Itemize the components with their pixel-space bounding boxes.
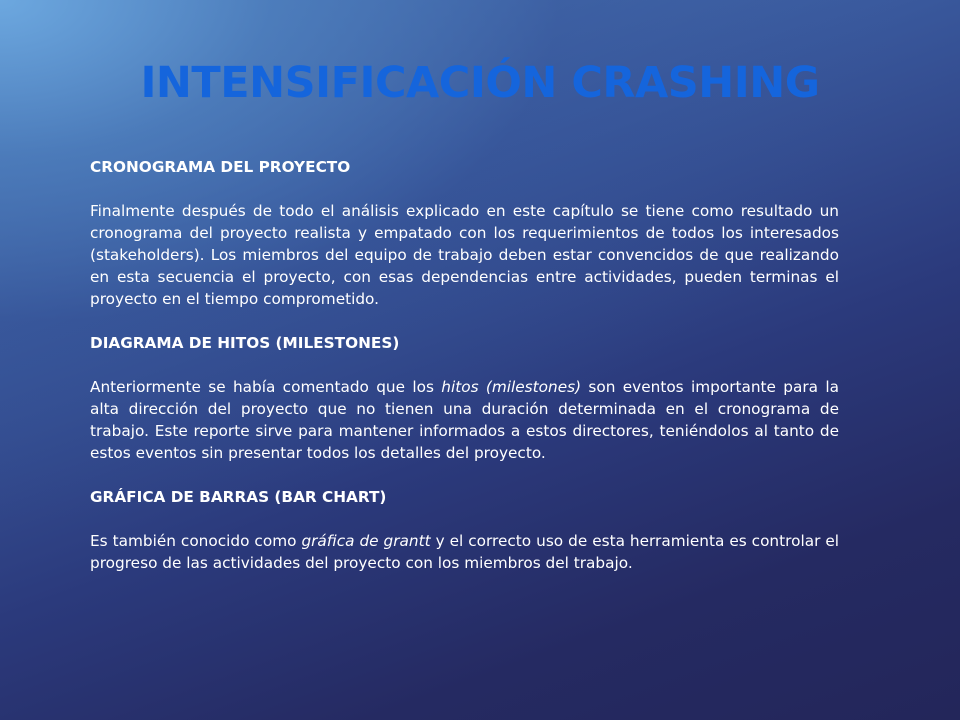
slide-content <box>90 156 839 574</box>
spacer <box>90 508 839 530</box>
paragraph-cronograma: Finalmente después de todo el análisis explicado en este capítulo se tiene como resultado un cronograma del proyecto realista y empatado con los requerimientos de todos los interesados (stakeholders). Los miembros del equipo de trabajo deben estar convencidos de que realizando en esta secuencia el proyecto, con esas dependencias entre actividades, pueden terminas el proyecto en el tiempo comprometido. <box>90 202 839 308</box>
spacer <box>90 310 839 332</box>
section-heading-barras: GRÁFICA DE BARRAS (BAR CHART) <box>90 488 387 506</box>
spacer <box>90 464 839 486</box>
spacer <box>90 178 839 200</box>
slide-title: INTENSIFICACIÓN CRASHING <box>140 58 820 108</box>
section-heading-cronograma: CRONOGRAMA DEL PROYECTO <box>90 158 351 176</box>
paragraph-hitos-text-start: Anteriormente se había comentado que los <box>90 378 442 396</box>
paragraph-barras-text-end: y el correcto uso de esta herramienta es controlar el progreso de las actividades del proyecto con los miembros del trabajo. <box>90 532 839 572</box>
paragraph-hitos <box>90 376 839 464</box>
paragraph-barras <box>90 530 839 574</box>
spacer <box>90 354 839 376</box>
paragraph-barras-text-start: Es también conocido como <box>90 532 302 550</box>
section-heading-hitos: DIAGRAMA DE HITOS (MILESTONES) <box>90 334 400 352</box>
paragraph-hitos-text-end: son eventos importante para la alta dirección del proyecto que no tienen una duración determinada en el cronograma de trabajo. Este reporte sirve para mantener informados a estos directores, teniéndolos al tanto de estos eventos sin presentar todos los detalles del proyecto. <box>90 378 839 462</box>
paragraph-barras-emphasis: gráfica de grantt <box>301 532 431 550</box>
paragraph-hitos-emphasis: hitos (milestones) <box>441 378 582 396</box>
